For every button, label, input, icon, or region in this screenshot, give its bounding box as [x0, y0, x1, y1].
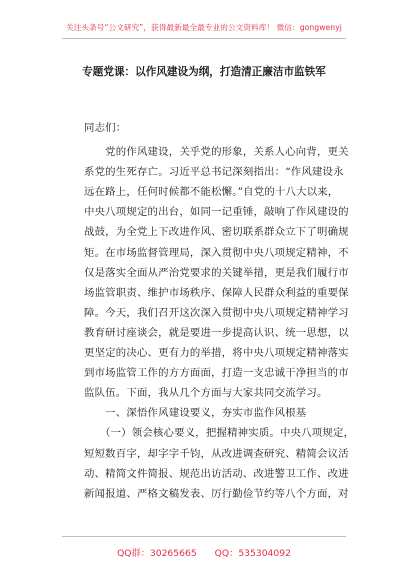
- greeting: 同志们：: [84, 122, 127, 134]
- body-line: 更坚定的决心、更有力的举措，将中央八项规定精神落实: [84, 347, 349, 360]
- body-line: 短短数百字，却字字千钧，从改进调查研究、精简会议活: [84, 447, 349, 460]
- body-line: 远在路上，任何时候都不能松懈。”自党的十八大以来，: [84, 186, 339, 199]
- body-line: 障。今天，我们召开这次深入贯彻中央八项规定精神学习: [84, 306, 349, 319]
- footer-divider: [62, 536, 346, 537]
- body-line: 新闻报道、严格文稿发表、厉行勤俭节约等八个方面，对: [84, 487, 349, 500]
- footer-qq-group: QQ群：30265665: [117, 548, 197, 559]
- body-line: 一、深悟作风建设要义，夯实市监作风根基: [84, 407, 307, 420]
- body-line: 战鼓，为全党上下改进作风、密切联系群众立下了明确规: [84, 226, 349, 239]
- body-line: 教育研讨座谈会，就是要进一步提高认识、统一思想，以: [84, 326, 349, 339]
- document-body: [84, 118, 355, 504]
- header-banner: 关注头条号“公文研究”，获得最新最全最专业的公文资料库！ 微信：gongwenyj: [66, 23, 342, 32]
- body-line: 系党的生死存亡。习近平总书记深刻指出：“作风建设永: [84, 166, 344, 179]
- footer-qq: QQ：535304092: [214, 548, 291, 559]
- body-line: 监队伍。下面，我从几个方面与大家共同交流学习。: [84, 387, 328, 400]
- body-line: 场监管职责、维护市场秩序、保障人民群众利益的重要保: [84, 286, 349, 299]
- document-title: 专题党课：以作风建设为纲，打造清正廉洁市监铁军: [82, 66, 326, 78]
- body-line: 中央八项规定的出台，如同一记重锤，敲响了作风建设的: [84, 206, 349, 219]
- body-line: 到市场监管工作的方方面面，打造一支忠诚干净担当的市: [84, 367, 349, 380]
- body-line: 仅是落实全面从严治党要求的关键举措，更是我们履行市: [84, 266, 349, 279]
- body-paragraphs: [84, 142, 355, 504]
- footer-contact: [0, 545, 408, 559]
- header-divider: [62, 38, 346, 39]
- body-line: （一）领会核心要义，把握精神实质。中央八项规定，: [84, 427, 355, 440]
- body-line: 动、精简文件简报、规范出访活动、改进警卫工作、改进: [84, 467, 349, 480]
- body-line: 党的作风建设，关乎党的形象，关系人心向背，更关: [84, 146, 349, 159]
- body-line: 矩。在市场监督管理局，深入贯彻中央八项规定精神，不: [84, 246, 349, 259]
